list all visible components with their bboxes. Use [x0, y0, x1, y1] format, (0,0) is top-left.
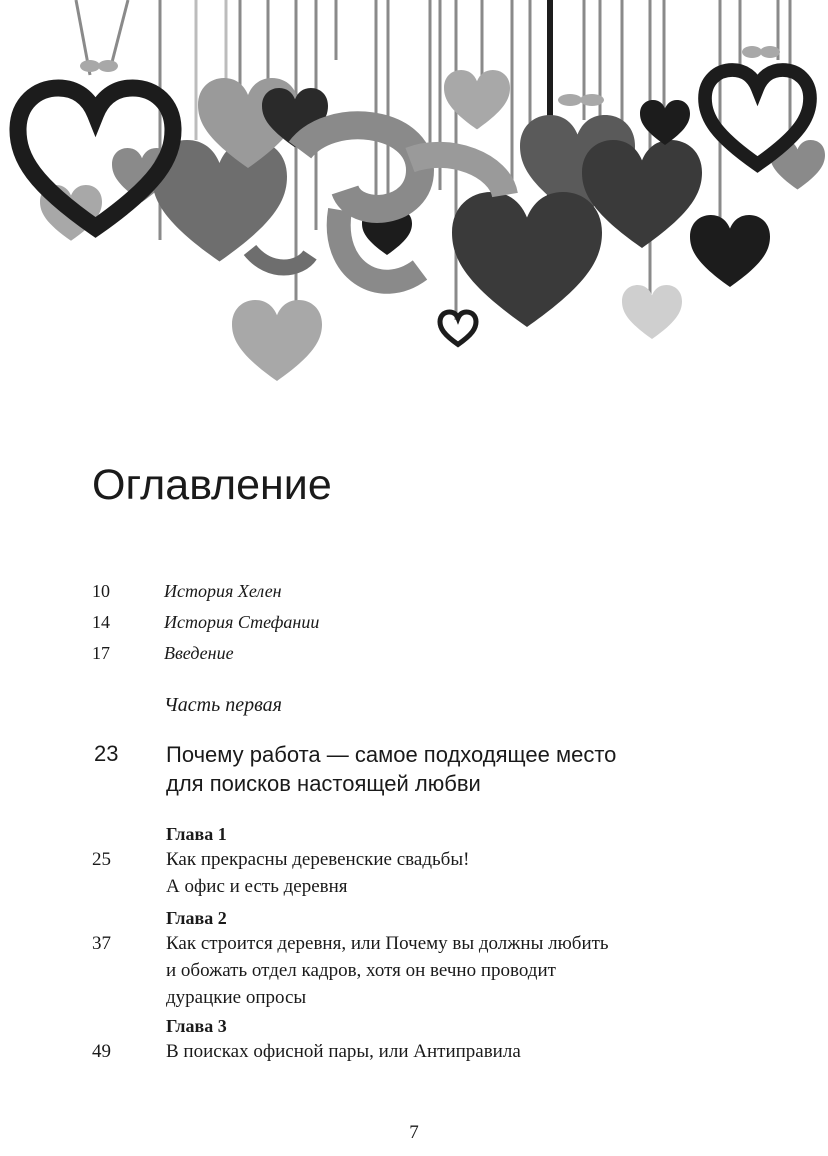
part-title-line: Почему работа — самое подходящее место — [166, 742, 617, 767]
heart-icon — [622, 285, 682, 339]
swirl-shape — [250, 250, 310, 268]
hanging-hearts-illustration — [0, 0, 828, 400]
toc-page-number: 17 — [92, 643, 110, 663]
chapter-title-line: Как прекрасны деревенские свадьбы! — [166, 849, 470, 870]
toc-entry-title: Введение — [164, 643, 234, 663]
heart-icon — [232, 300, 322, 381]
chapter-title — [166, 930, 766, 1011]
chapter-page-number: 49 — [92, 1041, 111, 1062]
heart-icon — [444, 70, 510, 129]
toc-page-number: 10 — [92, 581, 110, 601]
chapter-title-line: дурацкие опросы — [166, 987, 307, 1008]
toc-page-number: 14 — [92, 612, 110, 632]
heart-icon — [690, 215, 770, 287]
chapter-title-line: и обожать отдел кадров, хотя он вечно проводит — [166, 960, 556, 981]
chapter-title-line: В поисках офисной пары, или Антиправила — [166, 1041, 521, 1062]
part-label: Часть первая — [164, 694, 282, 716]
heart-icon — [452, 192, 602, 327]
part-title-line: для поисков настоящей любви — [166, 771, 481, 796]
chapter-title-line: А офис и есть деревня — [166, 876, 348, 897]
swirl-shape — [300, 125, 420, 209]
toc-entry-title: История Стефании — [164, 612, 320, 632]
part-title — [166, 740, 726, 798]
page-title: Оглавление — [92, 461, 332, 509]
chapter-title — [166, 846, 766, 900]
chapter-label: Глава 2 — [166, 908, 227, 928]
page-number: 7 — [409, 1122, 419, 1143]
chapter-title — [166, 1038, 766, 1065]
toc-entry-title: История Хелен — [164, 581, 282, 601]
part-page-number: 23 — [94, 741, 119, 766]
heart-outline-icon — [440, 312, 476, 344]
chapter-title-line: Как строится деревня, или Почему вы должны любить — [166, 933, 609, 954]
chapter-label: Глава 1 — [166, 824, 227, 844]
chapter-page-number: 37 — [92, 933, 111, 954]
chapter-page-number: 25 — [92, 849, 111, 870]
chapter-label: Глава 3 — [166, 1016, 227, 1036]
